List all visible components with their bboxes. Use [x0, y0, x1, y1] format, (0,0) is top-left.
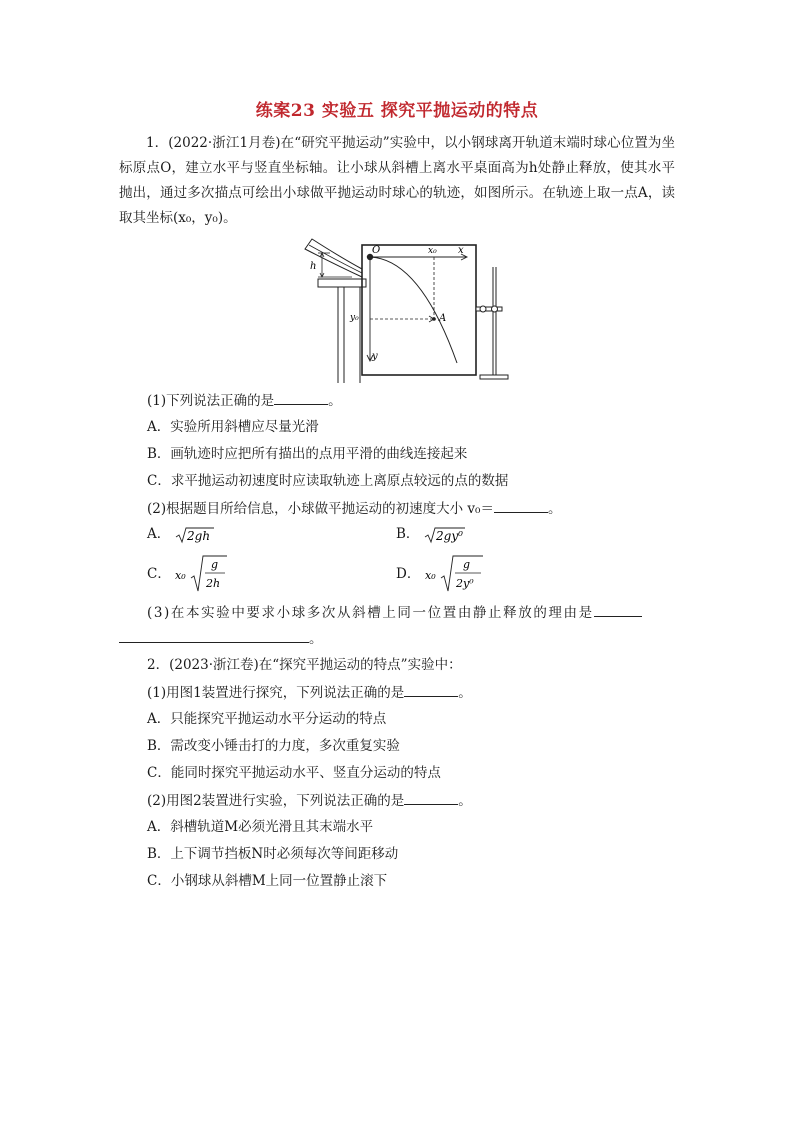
label-O: O: [372, 245, 381, 256]
q1-sub2-option-a: A． 2gh: [147, 524, 215, 545]
q1-sub1-prompt: (1)下列说法正确的是 。: [147, 390, 342, 411]
q1-sub1-option-a: A．实验所用斜槽应尽量光滑: [147, 419, 319, 435]
coordinate-board: [362, 245, 476, 375]
label-h: h: [310, 261, 317, 272]
label-x: x: [458, 245, 464, 256]
svg-text:2y⁰: 2y⁰: [455, 577, 474, 590]
svg-text:g: g: [462, 558, 470, 571]
q2-stem: 2．(2023·浙江卷)在“探究平抛运动的特点”实验中：: [147, 657, 462, 673]
q1-sub2-prompt: (2)根据题目所给信息，小球做平抛运动的初速度大小 v₀＝ 。: [147, 498, 561, 519]
axes: [367, 254, 467, 361]
trajectory-curve: [370, 257, 457, 363]
page-title: 练案23 实验五 探究平抛运动的特点: [255, 101, 539, 121]
q2-sub2-option-a: A．斜槽轨道M必须光滑且其末端水平: [147, 819, 374, 835]
q1-sub3-continuation: 。: [119, 628, 323, 649]
q1-sub1-option-b: B．画轨迹时应把所有描出的点用平滑的曲线连接起来: [147, 446, 468, 462]
svg-text:x₀: x₀: [424, 569, 436, 582]
q2-sub1-option-c: C．能同时探究平抛运动水平、竖直分运动的特点: [147, 765, 441, 781]
table: [318, 279, 366, 383]
q1-sub3-prompt: (3)在本实验中要求小球多次从斜槽上同一位置由静止释放的理由是: [147, 602, 642, 623]
q1-sub2-option-d: D． x₀ g 2y⁰: [396, 554, 491, 594]
point-A: [432, 317, 436, 321]
q2-sub2-option-c: C．小钢球从斜槽M上同一位置静止滚下: [147, 873, 388, 889]
q1-stem: 1．(2022·浙江1月卷)在“研究平抛运动”实验中，以小钢球离开轨道末端时球心位置为坐标原点O，建立水平与竖直坐标轴。让小球从斜槽上离水平桌面高为h处静止释放，使其水平抛出，通过多次描点可绘出小球做平抛运动时球心的轨迹，如图所示。在轨迹上取一点A，读取其坐标(x₀，y₀)。: [119, 135, 675, 226]
answer-blank[interactable]: [274, 390, 328, 405]
q2-sub1-option-b: B．需改变小锤击打的力度，多次重复实验: [147, 738, 400, 754]
answer-blank[interactable]: [404, 682, 458, 697]
svg-text:x₀: x₀: [175, 569, 186, 582]
q1-sub1-option-c: C．求平抛运动初速度时应读取轨迹上离原点较远的点的数据: [147, 473, 509, 489]
support-stand: [476, 267, 508, 379]
label-y0: y₀: [350, 313, 359, 323]
svg-text:g: g: [211, 558, 219, 571]
answer-blank[interactable]: [404, 790, 458, 805]
q2-sub2-prompt: (2)用图2装置进行实验，下列说法正确的是 。: [147, 790, 472, 811]
answer-blank[interactable]: [494, 498, 548, 513]
sqrt-expression: [175, 524, 215, 545]
projectile-apparatus-figure: [300, 237, 516, 385]
q1-sub2-option-b: B． 2gy⁰: [396, 524, 466, 545]
q2-sub1-option-a: A．只能探究平抛运动水平分运动的特点: [147, 711, 387, 727]
fraction-sqrt-expression: [425, 554, 491, 594]
sqrt-expression: [424, 524, 466, 545]
answer-blank[interactable]: [119, 628, 309, 643]
label-y: y: [372, 351, 378, 362]
q1-sub2-option-c: C． x₀ g 2h: [147, 554, 237, 594]
q2-sub1-prompt: (1)用图1装置进行探究，下列说法正确的是 。: [147, 682, 472, 703]
label-x0: x₀: [428, 246, 437, 256]
coordinate-guides: [370, 257, 434, 322]
svg-text:2gy⁰: 2gy⁰: [435, 528, 463, 543]
fraction-sqrt-expression: [175, 554, 237, 594]
svg-text:2h: 2h: [206, 577, 221, 590]
q2-sub2-option-b: B．上下调节挡板N时必须每次等间距移动: [147, 846, 399, 862]
svg-text:2gh: 2gh: [186, 528, 210, 543]
answer-blank[interactable]: [594, 602, 642, 617]
label-A: A: [439, 313, 447, 324]
